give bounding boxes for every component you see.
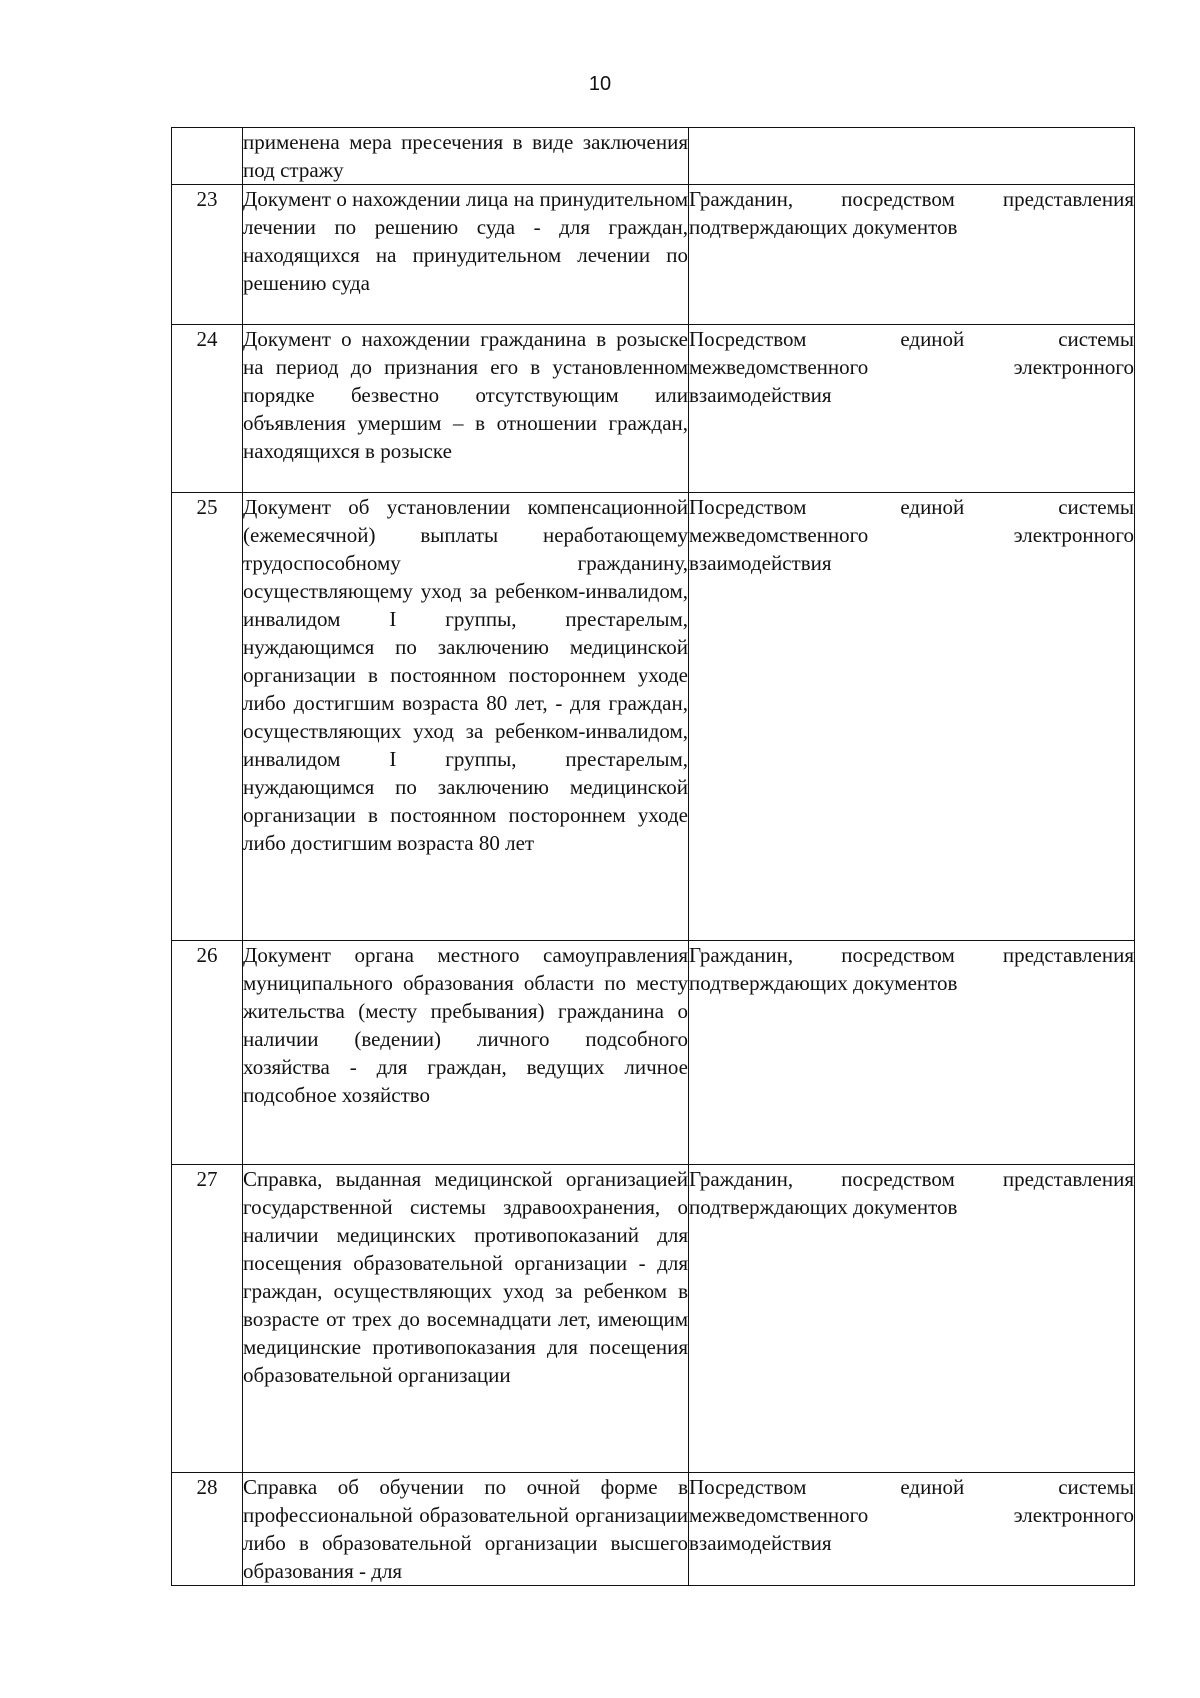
document-cell: Справка об обучении по очной форме в профессиональной образовательной организации либо в образовательной организации высшего образования - для <box>243 1473 689 1586</box>
document-cell: Документ о нахождении гражданина в розыске на период до признания его в установленном порядке безвестно отсутствующим или объявления умершим – в отношении граждан, находящихся в розыске <box>243 325 689 493</box>
table-row <box>172 1165 1135 1473</box>
row-number: 26 <box>172 941 243 1165</box>
document-cell: Документ о нахождении лица на принудительном лечении по решению суда - для граждан, находящихся на принудительном лечении по решению суда <box>243 185 689 325</box>
document-cell: Документ об установлении компенсационной (ежемесячной) выплаты неработающему трудоспособному гражданину, осуществляющему уход за ребенком-инвалидом, инвалидом I группы, престарелым, нуждающимся по заключению медицинской организации в постоянном постороннем уходе либо достигшим возраста 80 лет, - для граждан, осуществляющих уход за ребенком-инвалидом, инвалидом I группы, престарелым, нуждающимся по заключению медицинской организации в постоянном постороннем уходе либо достигшим возраста 80 лет <box>243 493 689 941</box>
document-cell: применена мера пресечения в виде заключения под стражу <box>243 128 689 185</box>
table-row <box>172 128 1135 185</box>
documents-table <box>171 127 1135 1586</box>
source-cell: Гражданин, посредством представления подтверждающих документов <box>689 185 1135 325</box>
row-number: 28 <box>172 1473 243 1586</box>
page-number: 10 <box>588 73 612 95</box>
row-number: 25 <box>172 493 243 941</box>
row-number: 24 <box>172 325 243 493</box>
document-cell: Документ органа местного самоуправления муниципального образования области по месту жительства (месту пребывания) гражданина о наличии (ведении) личного подсобного хозяйства - для граждан, ведущих личное подсобное хозяйство <box>243 941 689 1165</box>
document-cell: Справка, выданная медицинской организацией государственной системы здравоохранения, о наличии медицинских противопоказаний для посещения образовательной организации - для граждан, осуществляющих уход за ребенком в возрасте от трех до восемнадцати лет, имеющим медицинские противопоказания для посещения образовательной организации <box>243 1165 689 1473</box>
row-number: 23 <box>172 185 243 325</box>
table-row <box>172 325 1135 493</box>
row-number <box>172 128 243 185</box>
table-row <box>172 493 1135 941</box>
source-cell <box>689 128 1135 185</box>
source-cell: Гражданин, посредством представления подтверждающих документов <box>689 1165 1135 1473</box>
source-cell: Гражданин, посредством представления подтверждающих документов <box>689 941 1135 1165</box>
source-cell: Посредством единой системы межведомственного электронного взаимодействия <box>689 325 1135 493</box>
source-cell: Посредством единой системы межведомственного электронного взаимодействия <box>689 493 1135 941</box>
table-row <box>172 1473 1135 1586</box>
source-cell: Посредством единой системы межведомственного электронного взаимодействия <box>689 1473 1135 1586</box>
table-row <box>172 941 1135 1165</box>
table-row <box>172 185 1135 325</box>
row-number: 27 <box>172 1165 243 1473</box>
